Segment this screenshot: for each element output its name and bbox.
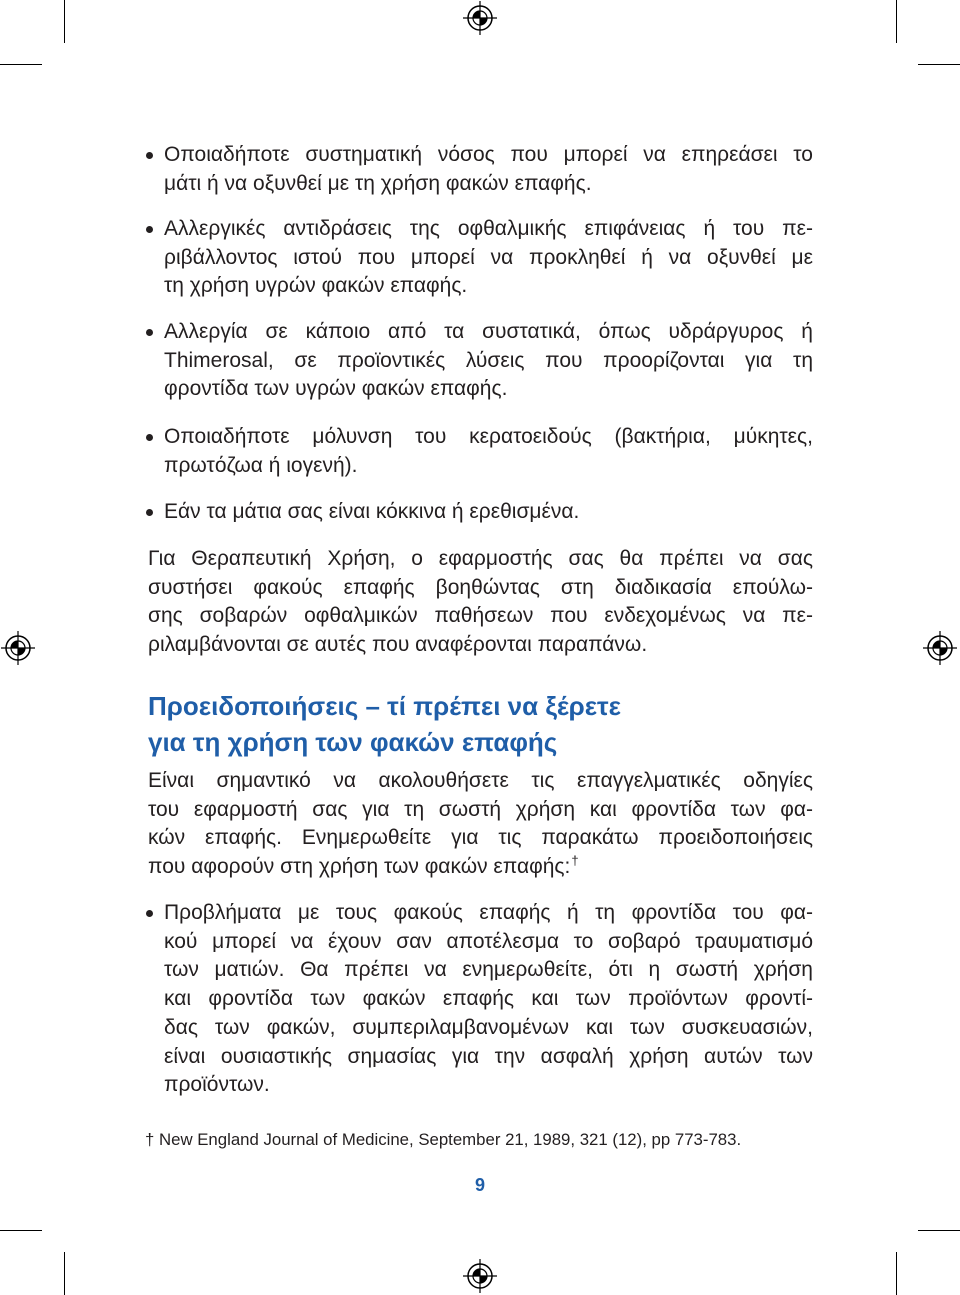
text-line <box>148 853 813 882</box>
text-line: Αλλεργία σε κάποιο από τα συστατικά, όπως υδράργυρος ή <box>164 320 813 343</box>
list-item <box>164 215 813 301</box>
bullet-icon <box>146 910 153 917</box>
bullet-icon <box>146 226 153 233</box>
text-line: ριβάλλοντος ιστού που μπορεί να προκληθεί ή να οξυνθεί με <box>164 245 813 269</box>
text-line: Thimerosal, σε προϊοντικές λύσεις που προορίζονται για τη <box>164 348 813 372</box>
text-line: Εάν τα μάτια σας είναι κόκκινα ή ερεθισμένα. <box>164 500 580 523</box>
warnings-intro-paragraph <box>148 767 813 882</box>
crop-mark <box>896 1252 897 1295</box>
page-number: 9 <box>474 1175 485 1195</box>
crop-mark <box>918 1230 960 1231</box>
text-line: Προβλήματα με τους φακούς επαφής ή τη φροντίδα του φα- <box>164 901 813 924</box>
text-line: δας των φακών, συμπεριλαμβανομένων και των συσκευασιών, <box>164 1015 813 1039</box>
text-line: και φροντίδα των φακών επαφής και των προϊόντων φροντί- <box>164 987 813 1011</box>
text-line: κών επαφής. Ενημερωθείτε για τις παρακάτω προειδοποιήσεις <box>148 826 813 850</box>
crop-mark <box>0 64 42 65</box>
text-line: ριλαμβάνονται σε αυτές που αναφέρονται παραπάνω. <box>148 633 648 657</box>
text-line: τη χρήση υγρών φακών επαφής. <box>164 274 468 298</box>
crop-mark <box>896 0 897 43</box>
section-heading <box>148 688 621 760</box>
text-line: προϊόντων. <box>164 1073 270 1097</box>
list-item <box>164 899 813 1100</box>
crop-mark <box>64 1252 65 1295</box>
registration-mark-icon <box>462 1258 498 1294</box>
list-item <box>164 423 813 480</box>
text-line: Για Θεραπευτική Χρήση, ο εφαρμοστής σας θα πρέπει να σας <box>148 547 813 570</box>
therapeutic-paragraph <box>148 545 813 660</box>
list-item <box>164 498 813 527</box>
text-line: συστήσει φακούς επαφής βοηθώντας στη διαδικασία επούλω- <box>148 575 813 599</box>
text-line: Οποιαδήποτε συστηματική νόσος που μπορεί να επηρεάσει το <box>164 143 813 166</box>
text-line-content: που αφορούν στη χρήση των φακών επαφής: <box>148 855 571 879</box>
bullet-icon <box>146 152 153 159</box>
registration-mark-icon <box>922 630 958 666</box>
text-line: κού μπορεί να έχουν σαν αποτέλεσμα το σοβαρό τραυματισμό <box>164 929 813 953</box>
text-line: σης σοβαρών οφθαλμικών παθήσεων που ενδεχομένως να πε- <box>148 604 813 628</box>
text-line: φροντίδα των υγρών φακών επαφής. <box>164 377 508 401</box>
list-item <box>164 141 813 198</box>
footnote-reference: † <box>571 853 579 869</box>
registration-mark-icon <box>0 630 36 666</box>
registration-mark-icon <box>462 0 498 36</box>
list-item <box>164 318 813 404</box>
crop-mark <box>0 1230 42 1231</box>
crop-mark <box>918 64 960 65</box>
text-line: πρωτόζωα ή ιογενή). <box>164 453 358 477</box>
text-line: των ματιών. Θα πρέπει να ενημερωθείτε, ότι η σωστή χρήση <box>164 958 813 982</box>
heading-line: Προειδοποιήσεις – τί πρέπει να ξέρετε <box>148 691 621 721</box>
bullet-icon <box>146 509 153 516</box>
text-line: μάτι ή να οξυνθεί με τη χρήση φακών επαφής. <box>164 171 592 195</box>
bullet-icon <box>146 434 153 441</box>
text-line: Οποιαδήποτε μόλυνση του κερατοειδούς (βακτήρια, μύκητες, <box>164 425 813 448</box>
crop-mark <box>64 0 65 43</box>
heading-line: για τη χρήση των φακών επαφής <box>148 727 558 757</box>
footnote: † New England Journal of Medicine, September 21, 1989, 321 (12), pp 773-783. <box>145 1130 742 1149</box>
text-line: του εφαρμοστή σας για τη σωστή χρήση και φροντίδα των φα- <box>148 797 813 821</box>
text-line: Αλλεργικές αντιδράσεις της οφθαλμικής επιφάνειας ή του πε- <box>164 217 813 240</box>
text-line: Είναι σημαντικό να ακολουθήσετε τις επαγγελματικές οδηγίες <box>148 769 813 792</box>
bullet-icon <box>146 329 153 336</box>
text-line: είναι ουσιαστικής σημασίας για την ασφαλή χρήση αυτών των <box>164 1044 813 1068</box>
